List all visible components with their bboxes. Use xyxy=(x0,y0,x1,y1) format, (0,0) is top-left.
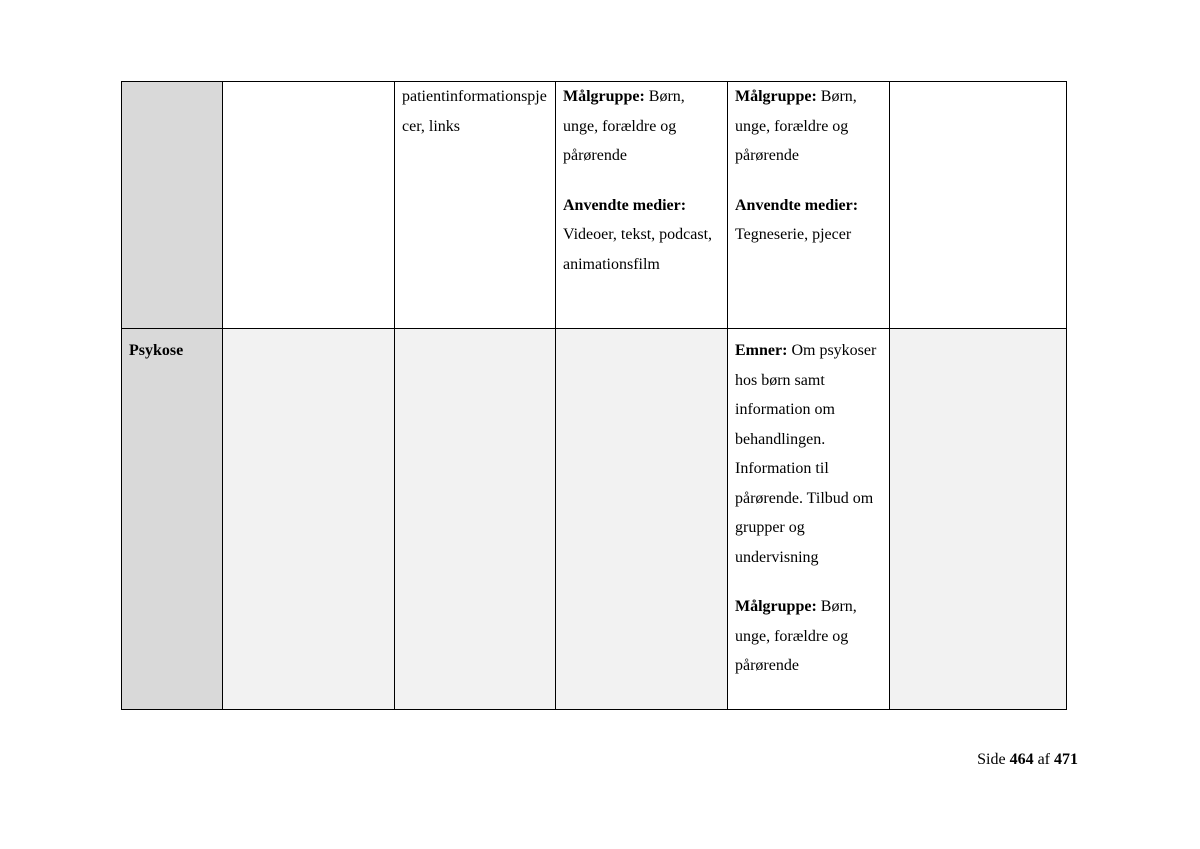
page-number-separator: af xyxy=(1033,751,1054,768)
table-cell xyxy=(223,82,395,329)
table-cell xyxy=(395,329,556,710)
target-group-paragraph xyxy=(563,82,720,171)
table-cell xyxy=(890,82,1067,329)
content-table xyxy=(121,81,1067,710)
table-row xyxy=(122,82,1067,329)
target-group-label: Målgruppe: xyxy=(735,598,817,615)
table-cell xyxy=(556,82,728,329)
page-number-total: 471 xyxy=(1054,751,1078,768)
table-cell-row-header xyxy=(122,329,223,710)
media-paragraph xyxy=(563,191,720,280)
cell-text: patientinformationspjecer, links xyxy=(402,88,547,135)
target-group-paragraph xyxy=(735,592,882,681)
table-cell-row-header xyxy=(122,82,223,329)
target-group-paragraph xyxy=(735,82,882,171)
topics-paragraph xyxy=(735,336,882,572)
target-group-value: Børn, unge, forældre og pårørende xyxy=(735,598,857,674)
table-cell xyxy=(223,329,395,710)
table-row xyxy=(122,329,1067,710)
media-value: Videoer, tekst, podcast, animationsfilm xyxy=(563,226,713,273)
media-label: Anvendte medier: xyxy=(735,196,859,214)
table-cell xyxy=(395,82,556,329)
target-group-value: Børn, unge, forældre og pårørende xyxy=(563,88,685,164)
target-group-label: Målgruppe: xyxy=(563,88,645,105)
topics-value: Om psykoser hos børn samt information om behandlingen. Information til pårørende. Tilbud om grupper og undervisning xyxy=(735,342,877,566)
target-group-label: Målgruppe: xyxy=(735,88,817,105)
media-value: Tegneserie, pjecer xyxy=(735,226,852,243)
page-number xyxy=(977,748,1078,772)
page-number-current: 464 xyxy=(1009,751,1034,768)
table-cell xyxy=(728,329,890,710)
row-header-label: Psykose xyxy=(129,342,184,359)
table-cell xyxy=(556,329,728,710)
topics-label: Emner: xyxy=(735,342,788,359)
media-paragraph xyxy=(735,191,882,250)
table-cell xyxy=(890,329,1067,710)
table-cell xyxy=(728,82,890,329)
page-number-prefix: Side xyxy=(977,751,1010,768)
target-group-value: Børn, unge, forældre og pårørende xyxy=(735,88,857,164)
media-label: Anvendte medier: xyxy=(563,196,687,214)
